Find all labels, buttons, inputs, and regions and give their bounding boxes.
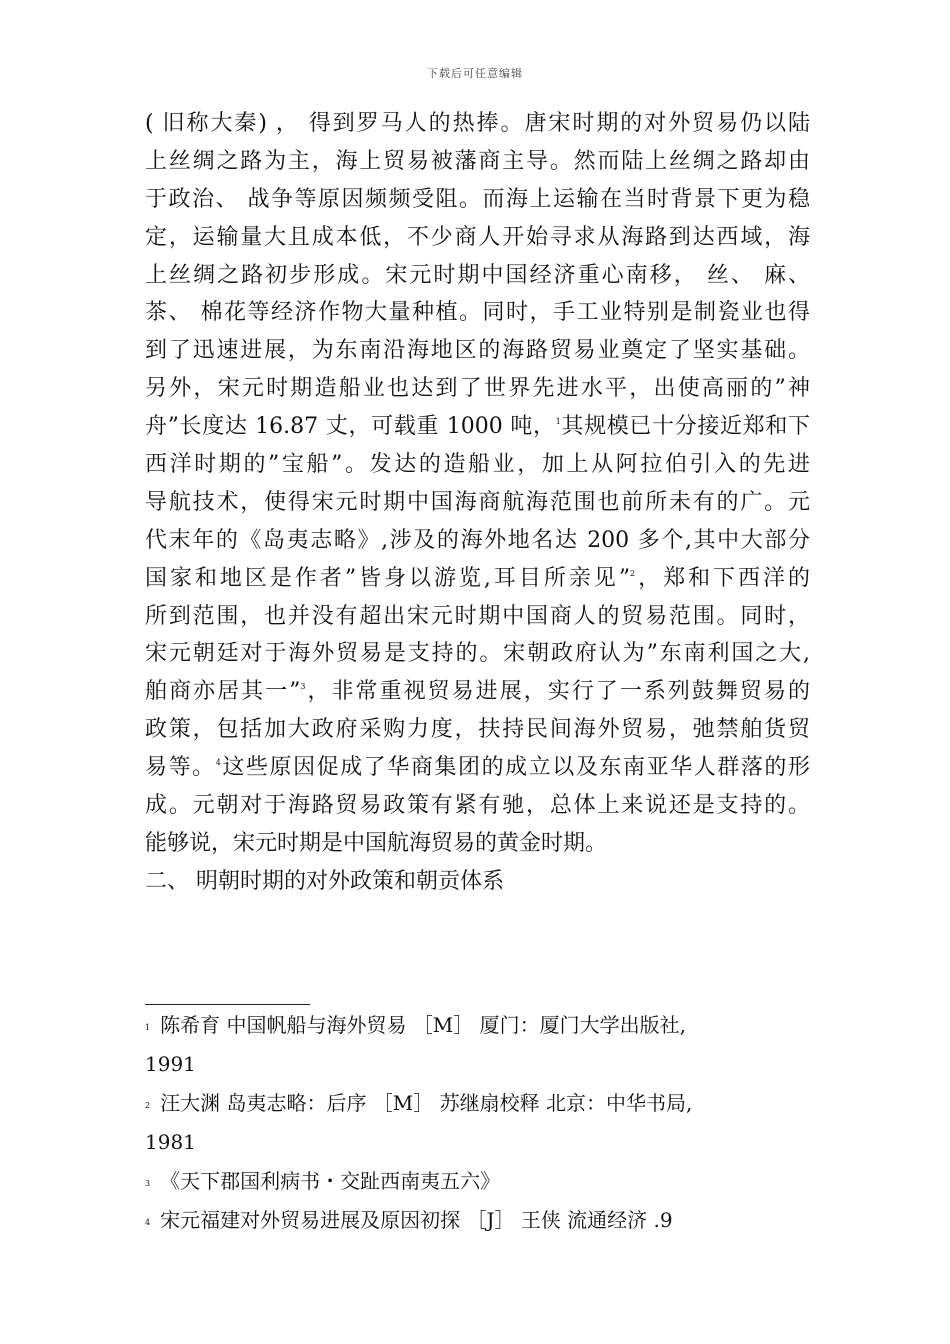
footnote-item (145, 1006, 810, 1045)
body-line: 能够说，宋元时期是中国航海贸易的黄金时期。 (145, 830, 608, 856)
footnote-item (145, 1201, 810, 1240)
footnote-divider (145, 1004, 310, 1005)
body-line (145, 673, 810, 711)
body-text-segment: 其规模已十分接近郑和下 (560, 414, 810, 440)
footnote-continuation: 1981 (145, 1130, 196, 1154)
footnote-text: 宋元福建对外贸易进展及原因初探 ［J］ 王侠 流通经济 .9 (160, 1208, 673, 1232)
body-text-segment: 易等。 (145, 755, 216, 781)
body-text-segment: 舶商亦居其一” (145, 679, 301, 705)
footnote-marker: 3 (145, 1179, 151, 1188)
body-text (145, 105, 810, 901)
footnote-ref[interactable]: 4 (215, 758, 221, 768)
page-header: 下载后可任意编辑 (427, 67, 523, 80)
body-line: 于政治、 战争等原因频频受阻。而海上运输在当时背景下更为稳 (145, 186, 810, 212)
footnote-text: 汪大渊 岛夷志略：后序 ［M］ 苏继扇校释 北京：中华书局, (160, 1091, 693, 1115)
body-line: 定，运输量大且成本低，不少商人开始寻求从海路到达西域，海 (145, 224, 810, 250)
body-text-segment: 舟”长度达 16.87 丈，可载重 1000 吨， (145, 414, 556, 440)
footnotes (145, 1006, 810, 1240)
footnote-marker: 2 (145, 1101, 151, 1110)
body-line: 到了迅速进展，为东南沿海地区的海路贸易业奠定了坚实基础。 (145, 338, 810, 364)
body-line: 另外，宋元时期造船业也达到了世界先进水平，出使高丽的”神 (145, 376, 810, 402)
body-line: 上丝绸之路为主，海上贸易被藩商主导。然而陆上丝绸之路却由 (145, 148, 810, 174)
body-text-segment: ，非常重视贸易进展，实行了一系列鼓舞贸易的 (305, 679, 810, 705)
section-heading: 二、 明朝时期的对外政策和朝贡体系 (145, 868, 504, 894)
footnote-continuation: 1991 (145, 1052, 196, 1076)
body-line: 成。元朝对于海路贸易政策有紧有驰，总体上来说还是支持的。 (145, 793, 810, 819)
footnote-item (145, 1084, 810, 1123)
footnote-ref[interactable]: 1 (555, 417, 561, 427)
body-line: 政策，包括加大政府采购力度，扶持民间海外贸易，弛禁舶货贸 (145, 717, 810, 743)
body-line: 茶、 棉花等经济作物大量种植。同时，手工业特别是制瓷业也得 (145, 300, 810, 326)
body-line: 所到范围，也并没有超出宋元时期中国商人的贸易范围。同时， (145, 603, 810, 629)
body-line: ( 旧称大秦) ， 得到罗马人的热捧。唐宋时期的对外贸易仍以陆 (145, 111, 810, 136)
body-line: 宋元朝廷对于海外贸易是支持的。宋朝政府认为”东南利国之大, (145, 641, 810, 667)
body-text-segment: 这些原因促成了华商集团的成立以及东南亚华人群落的形 (220, 755, 810, 781)
footnote-marker: 1 (145, 1023, 151, 1032)
footnote-ref[interactable]: 3 (300, 682, 306, 692)
footnote-item (145, 1162, 810, 1201)
body-line: 代末年的《岛夷志略》,涉及的海外地名达 200 多个,其中大部分 (145, 527, 810, 553)
footnote-ref[interactable]: 2 (630, 568, 636, 578)
body-line: 导航技术，使得宋元时期中国海商航海范围也前所未有的广。元 (145, 489, 810, 515)
body-line (145, 560, 810, 598)
body-line: 上丝绸之路初步形成。宋元时期中国经济重心南移， 丝、 麻、 (145, 262, 810, 288)
footnote-marker: 4 (145, 1218, 151, 1227)
footnote-text: 陈希育 中国帆船与海外贸易 ［M］ 厦门：厦门大学出版社, (160, 1013, 687, 1037)
body-text-segment: 国家和地区是作者”皆身以游览,耳目所亲见” (145, 565, 631, 591)
footnote-text: 《天下郡国利病书・交趾西南夷五六》 (160, 1169, 501, 1193)
body-line: 西洋时期的”宝船”。发达的造船业，加上从阿拉伯引入的先进 (145, 452, 810, 478)
body-line (145, 408, 810, 446)
body-line (145, 749, 810, 787)
body-text-segment: ，郑和下西洋的 (635, 565, 810, 591)
